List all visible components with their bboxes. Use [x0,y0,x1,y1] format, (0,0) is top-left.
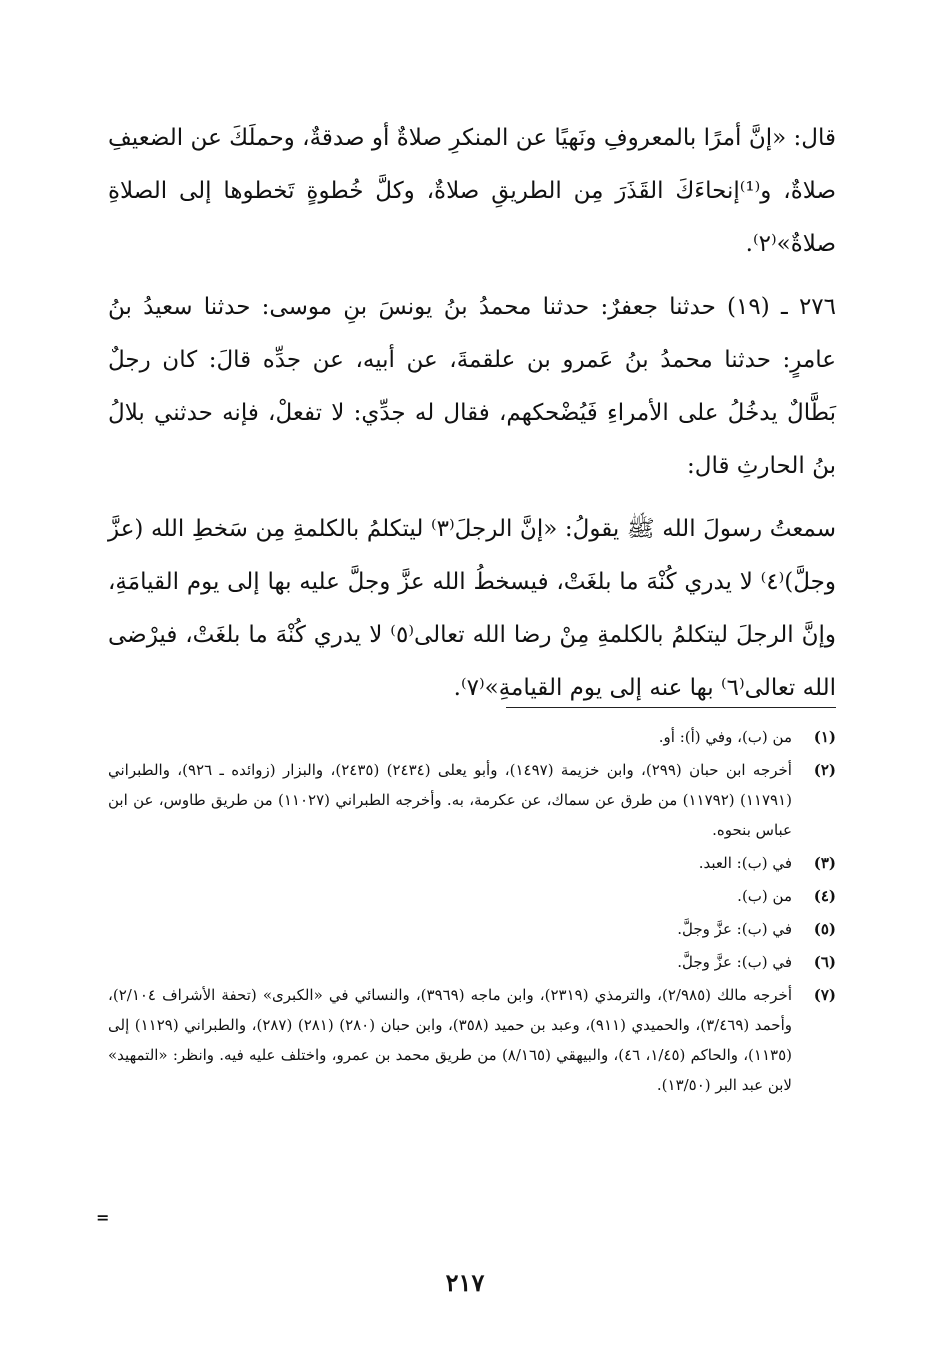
footnote-text: من (ب). [737,887,792,905]
footnote-7 [108,980,836,1100]
footnotes [108,722,836,1103]
paragraph-2-hadith-276: ٢٧٦ ـ (١٩) حدثنا جعفرٌ: حدثنا محمدُ بنُ يونسَ بنِ موسى: حدثنا سعيدُ بنُ عامرٍ: حدثنا محمدُ بنُ عَمرو بن علقمةَ، عن أبيه، عن جدِّه قالَ: كان رجلٌ بَطَّالٌ يدخُلُ على الأمراءِ فَيُضْحكهم، فقال له جدِّي: لا تفعلْ، فإنه حدثني بلالُ بنُ الحارثِ قال: [108,294,836,479]
footnote-text: أخرجه ابن حبان (٢٩٩)، وابن خزيمة (١٤٩٧)، وأبو يعلى (٢٤٣٤) (٢٤٣٥)، والبزار (زوائده ـ ٩٢٦)، والطبراني (١١٧٩١) (١١٧٩٢) من طرق عن سماك، عن عكرمة، به. وأخرجه الطبراني (١١٠٢٧) من طريق طاوس، عن ابن عباس بنحوه. [108,761,792,839]
footnote-3 [108,848,836,878]
footnote-6 [108,947,836,977]
footnote-separator [506,707,836,708]
footnote-text: من (ب)، وفي (أ): أو. [658,728,792,746]
footnote-number: (٤) [813,887,836,905]
footnote-number: (٢) [813,761,836,779]
paragraph-1: قال: «إنَّ أمرًا بالمعروفِ ونَهيًا عن المنكرِ صلاةٌ أو صدقةٌ، وحملَكَ عن الضعيفِ صلاةٌ، و⁽¹⁾إنحاءَكَ القَذَرَ مِن الطريقِ صلاةٌ، وكلَّ خُطوةٍ تَخطوها إلى الصلاةِ صلاةٌ»⁽٢⁾. [108,125,836,257]
footnote-number: (٧) [813,986,836,1004]
footnote-1 [108,722,836,752]
footnote-5 [108,914,836,944]
footnote-number: (٣) [813,854,836,872]
continuation-mark: = [96,1208,110,1227]
footnote-number: (٥) [813,920,836,938]
footnote-number: (١) [813,728,836,746]
paragraph-3: سمعتُ رسولَ الله ﷺ يقولُ: «إنَّ الرجلَ⁽٣⁾ ليتكلمُ بالكلمةِ مِن سَخطِ الله (عزَّ وجلَّ)⁽٤⁾ لا يدري كُنْهَ ما بلغَتْ، فيسخطُ الله عزَّ وجلَّ عليه بها إلى يوم القيامَةِ، وإنَّ الرجلَ ليتكلمُ بالكلمةِ مِنْ رضا الله تعالى⁽٥⁾ لا يدري كُنْهَ ما بلغَتْ، فيرْضى الله تعالى⁽٦⁾ بها عنه إلى يوم القيامةِ»⁽٧⁾. [108,516,836,701]
main-text [108,112,836,715]
footnote-text: في (ب): عزَّ وجلَّ. [677,953,792,971]
footnote-text: في (ب): عزَّ وجلَّ. [677,920,792,938]
footnote-4 [108,881,836,911]
footnote-text: أخرجه مالك (٢/٩٨٥)، والترمذي (٢٣١٩)، وابن ماجه (٣٩٦٩)، والنسائي في «الكبرى» (تحفة الأشراف ٢/١٠٤)، وأحمد (٣/٤٦٩)، والحميدي (٩١١)، وعبد بن حميد (٣٥٨)، وابن حبان (٢٨٠) (٢٨١) (٢٨٧)، والطبراني (١١٢٩) إلى (١١٣٥)، والحاكم (١/٤٥، ٤٦)، والبيهقي (٨/١٦٥) من طريق محمد بن عمرو، واختلف عليه فيه. وانظر: «التمهيد» لابن عبد البر (١٣/٥٠). [108,986,792,1094]
footnote-2 [108,755,836,845]
footnote-text: في (ب): العبد. [698,854,792,872]
page-number: ٢١٧ [445,1268,485,1297]
footnote-number: (٦) [813,953,836,971]
